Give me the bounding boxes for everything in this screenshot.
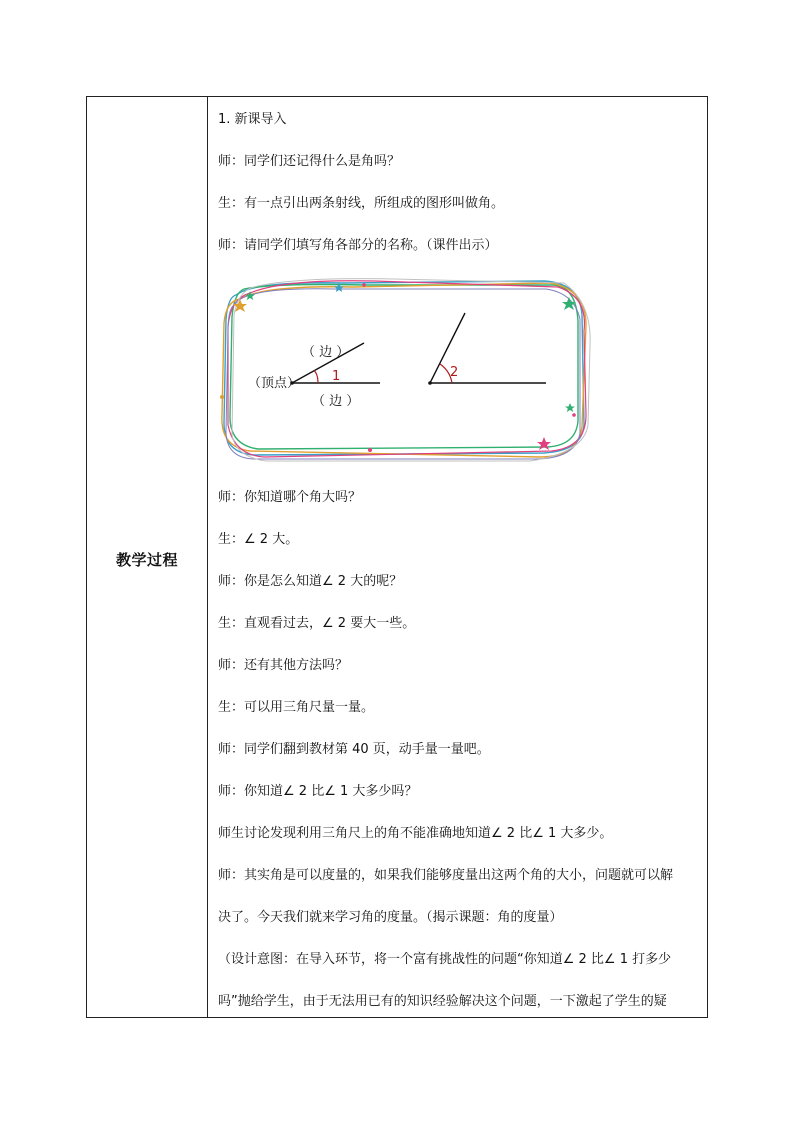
dialogue-line: 师：同学们还记得什么是角吗？ <box>218 154 401 169</box>
dialogue-line: 师：请同学们填写角各部分的名称。（课件出示） <box>218 238 498 253</box>
vertex-label: （顶点） <box>248 376 301 391</box>
section-label: 教学过程 <box>115 551 178 569</box>
frame-stroke <box>230 285 578 450</box>
dialogue-line: 生：可以用三角尺量一量。 <box>218 700 375 715</box>
frame-stroke <box>226 289 580 459</box>
dialogue-line: 师：你是怎么知道∠ 2 大的呢？ <box>218 574 403 589</box>
star-icon <box>565 403 575 412</box>
angle1-label: 1 <box>332 369 341 384</box>
dot-icon <box>220 395 224 399</box>
star-icon <box>537 437 551 450</box>
section-label-cell <box>87 97 208 1017</box>
star-icon <box>245 291 255 300</box>
design-intent-line: 吗”抛给学生，由于无法用已有的知识经验解决这个问题，一下激起了学生的疑 <box>218 994 667 1009</box>
dialogue-line: 生：直观看过去，∠ 2 要大一些。 <box>218 616 416 631</box>
dot-icon <box>362 283 366 287</box>
lesson-table <box>86 96 708 1018</box>
frame-stroke <box>232 279 590 461</box>
dialogue-line: 师：同学们翻到教材第 40 页，动手量一量吧。 <box>218 742 490 757</box>
design-intent-line: （设计意图：在导入环节，将一个富有挑战性的问题“你知道∠ 2 比∠ 1 打多少 <box>218 952 672 967</box>
dialogue-line: 生：∠ 2 大。 <box>218 532 299 547</box>
edge-top-label: （ 边 ） <box>302 345 350 360</box>
dot-icon <box>368 448 372 452</box>
angle2-vertex <box>428 381 432 385</box>
edge-bottom-label: （ 边 ） <box>312 394 360 409</box>
dialogue-line: 师：你知道∠ 2 比∠ 1 大多少吗？ <box>218 784 418 799</box>
dialogue-line: 师：你知道哪个角大吗？ <box>218 490 362 505</box>
frame-stroke <box>228 281 586 457</box>
frame-stroke <box>222 283 586 457</box>
dialogue-line: 师：其实角是可以度量的，如果我们能够度量出这两个角的大小，问题就可以解 <box>218 868 674 883</box>
frame-stroke <box>224 281 584 455</box>
section-content-cell <box>208 97 707 1017</box>
dialogue-line: 师生讨论发现利用三角尺上的角不能准确地知道∠ 2 比∠ 1 大多少。 <box>218 826 613 841</box>
subsection-heading: 1. 新课导入 <box>218 112 287 127</box>
angle-parts-figure <box>214 275 594 465</box>
dialogue-line: 决了。今天我们就来学习角的度量。（揭示课题：角的度量） <box>218 910 563 925</box>
dialogue-line: 师：还有其他方法吗？ <box>218 658 349 673</box>
dot-icon <box>572 413 576 417</box>
angle2-label: 2 <box>450 365 459 380</box>
dialogue-line: 生：有一点引出两条射线，所组成的图形叫做角。 <box>218 196 505 211</box>
angle1-arc <box>314 371 318 384</box>
